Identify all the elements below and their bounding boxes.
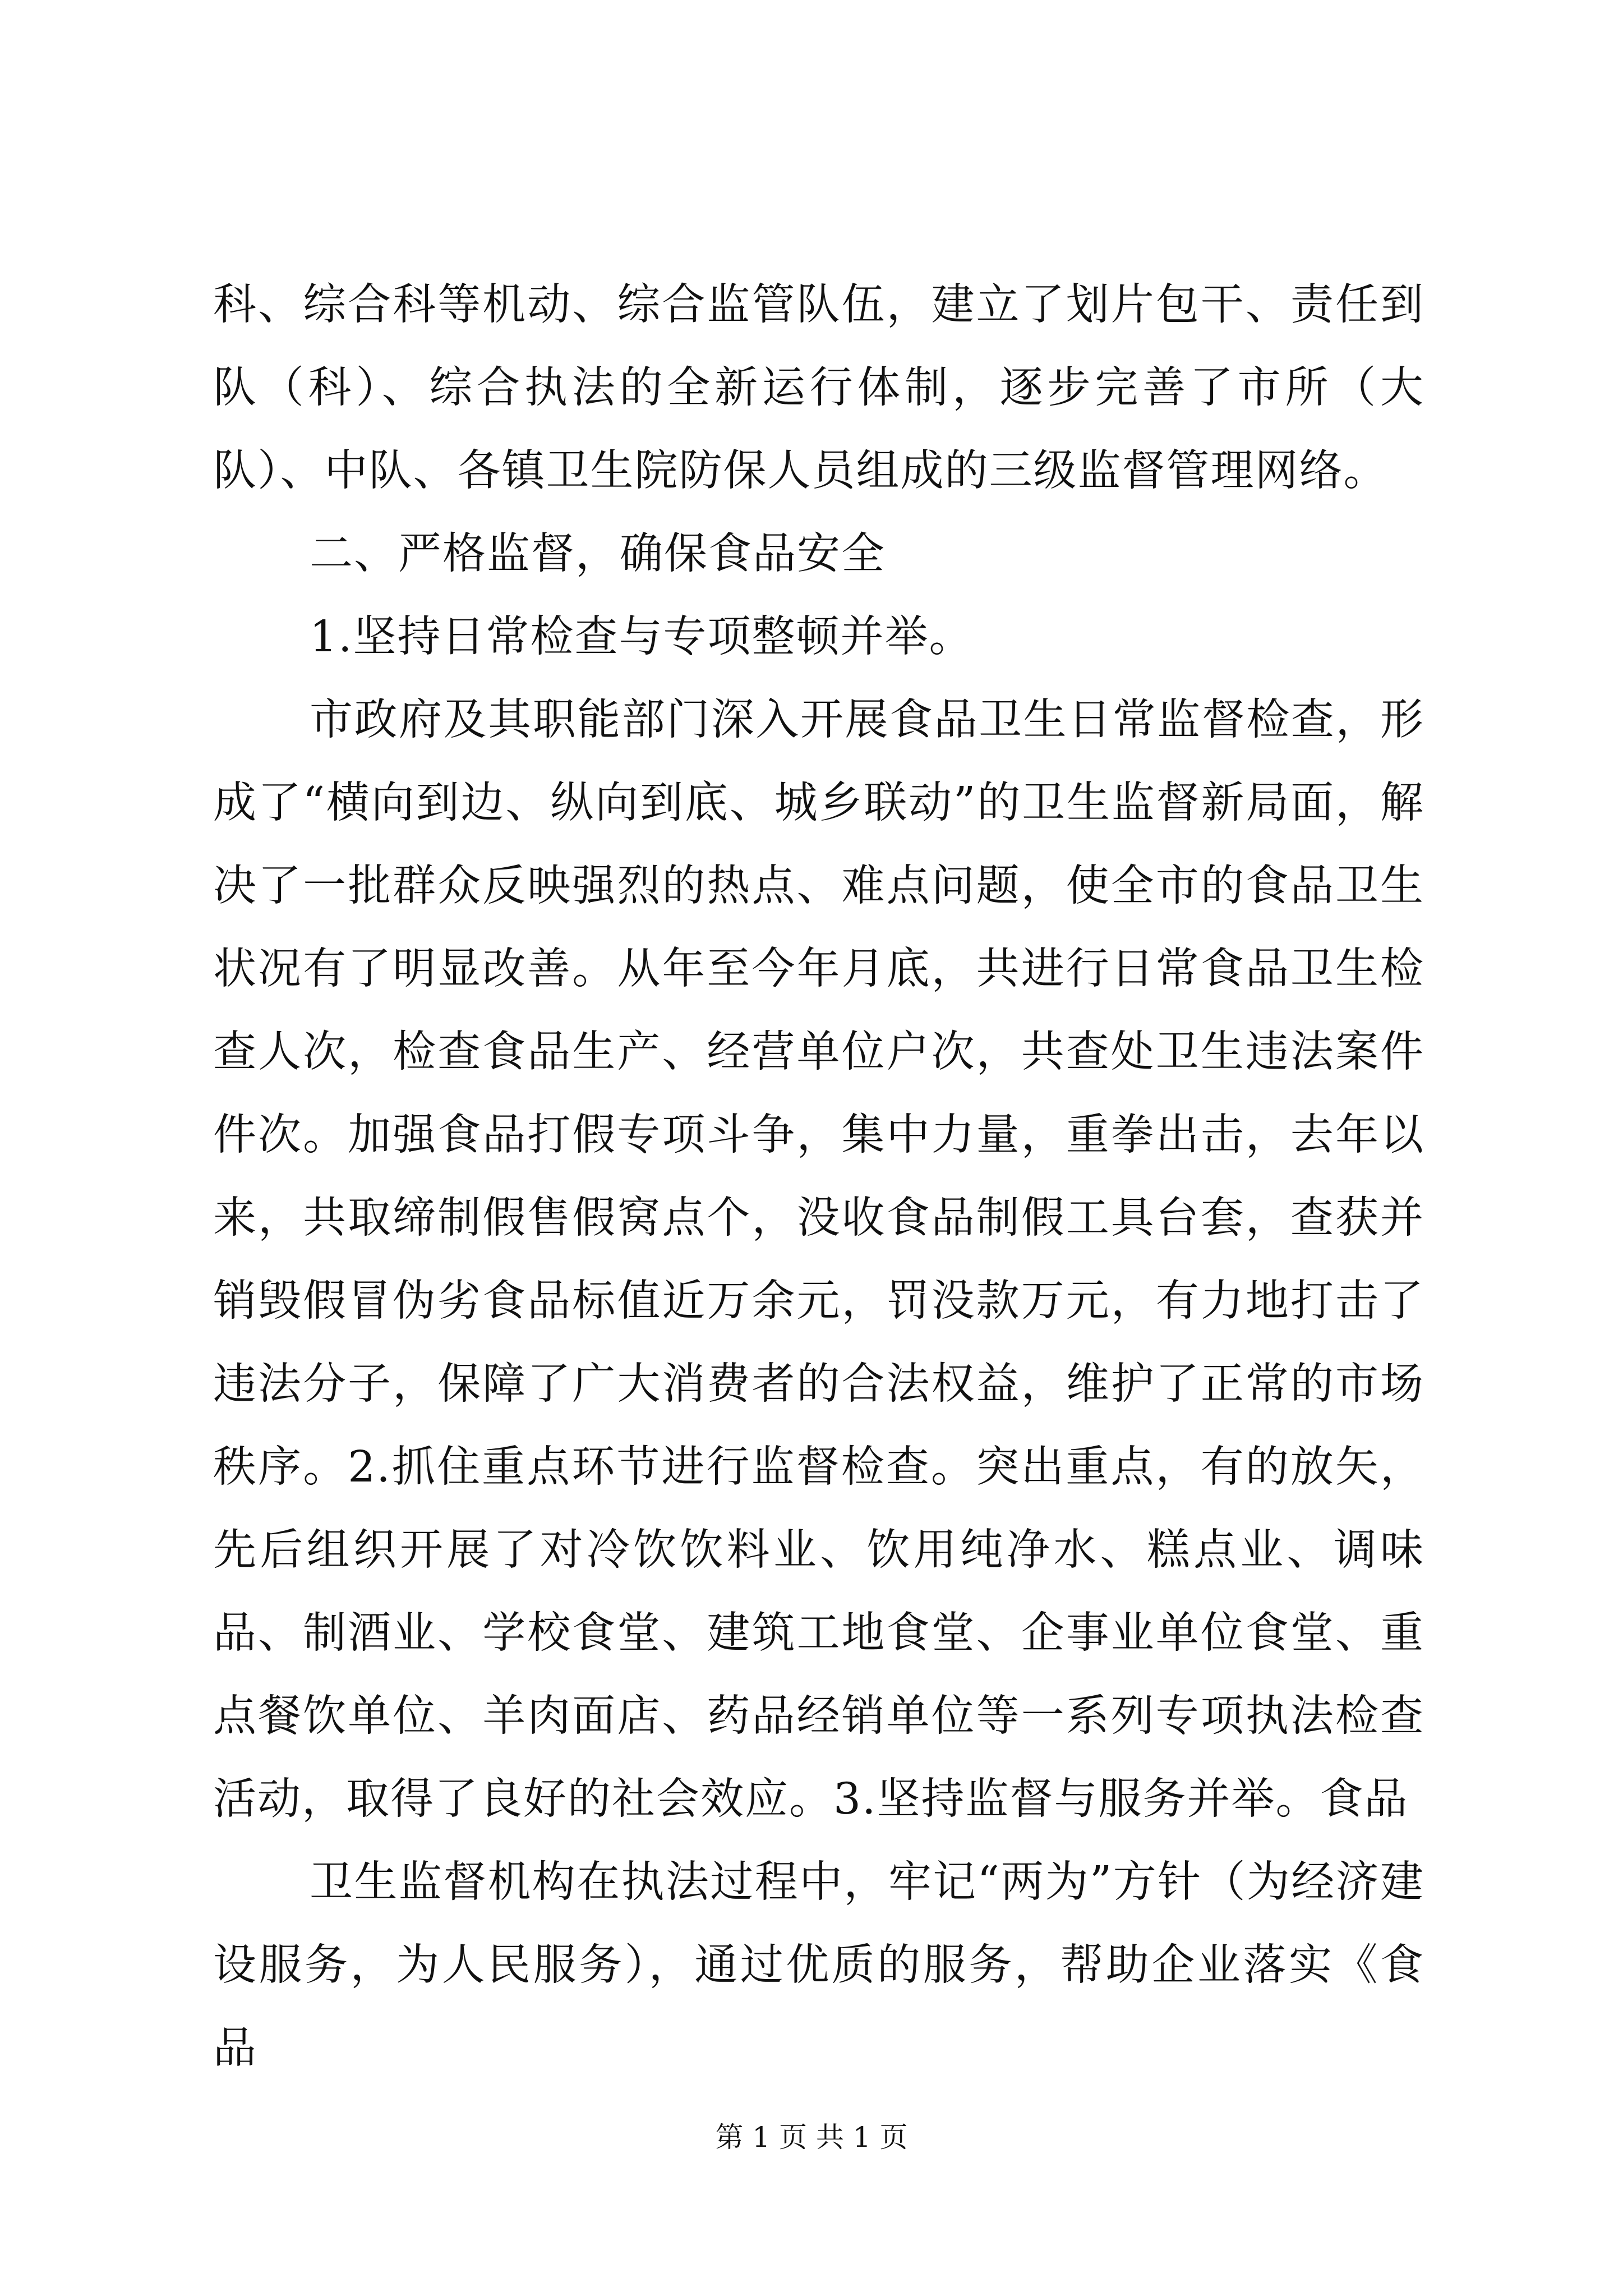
page-footer: 第 1 页 共 1 页	[715, 2121, 908, 2154]
paragraph-inspection: 市政府及其职能部门深入开展食品卫生日常监督检查，形成了“横向到边、纵向到底、城乡联动”的卫生监督新局面，解决了一批群众反映强烈的热点、难点问题，使全市的食品卫生状况有了明显改善。从年至今年月底，共进行日常食品卫生检查人次，检查食品生产、经营单位户次，共查处卫生违法案件件次。加强食品打假专项斗争，集中力量，重拳出击，去年以来，共取缔制假售假窝点个，没收食品制假工具台套，查获并销毁假冒伪劣食品标值近万余元，罚没款万元，有力地打击了违法分子，保障了广大消费者的合法权益，维护了正常的市场秩序。2.抓住重点环节进行监督检查。突出重点，有的放矢，先后组织开展了对冷饮饮料业、饮用纯净水、糕点业、调味品、制酒业、学校食堂、建筑工地食堂、企事业单位食堂、重点餐饮单位、羊肉面店、药品经销单位等一系列专项执法检查活动，取得了良好的社会效应。3.坚持监督与服务并举。食品	[213, 695, 1424, 1824]
paragraph-intro: 科、综合科等机动、综合监管队伍，建立了划片包干、责任到队（科）、综合执法的全新运行体制，逐步完善了市所（大队）、中队、各镇卫生院防保人员组成的三级监督管理网络。	[213, 280, 1424, 496]
document-body	[213, 264, 1424, 2090]
paragraph-service: 卫生监督机构在执法过程中，牢记“两为”方针（为经济建设服务，为人民服务），通过优质的服务，帮助企业落实《食品	[213, 1857, 1424, 2073]
section-heading: 二、严格监督，确保食品安全	[310, 529, 886, 579]
subsection-heading: 1.坚持日常检查与专项整顿并举。	[310, 612, 974, 662]
